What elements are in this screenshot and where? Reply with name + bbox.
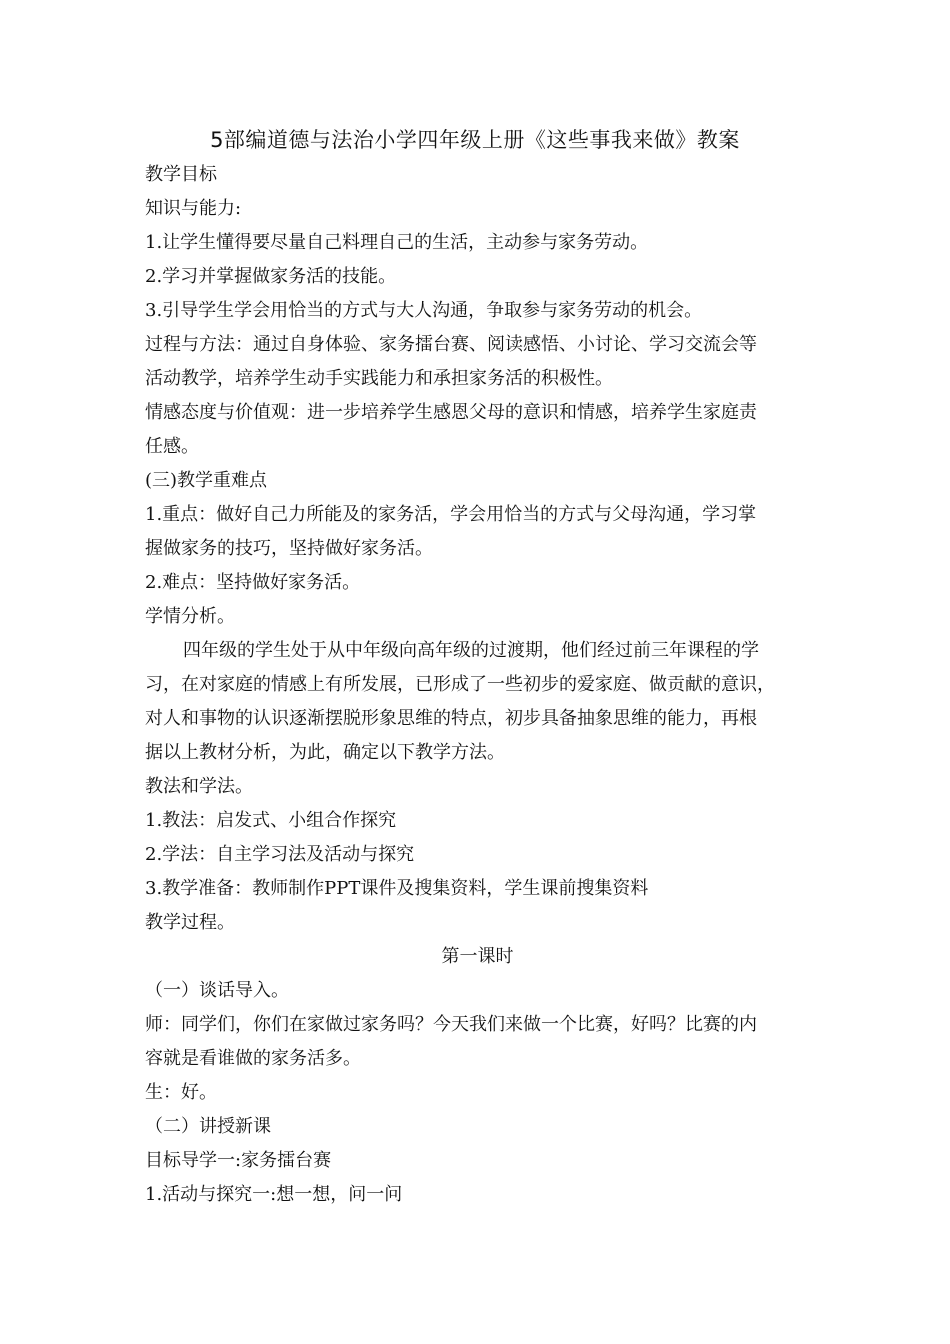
text-line: 容就是看谁做的家务活多。 (145, 1048, 361, 1069)
text-line: 对人和事物的认识逐渐摆脱形象思维的特点，初步具备抽象思维的能力，再根 (145, 708, 757, 729)
text-line: 四年级的学生处于从中年级向高年级的过渡期，他们经过前三年课程的学 (183, 640, 759, 661)
text-line: 3.教学准备：教师制作PPT课件及搜集资料，学生课前搜集资料 (145, 878, 649, 899)
text-line: 习，在对家庭的情感上有所发展，已形成了一些初步的爱家庭、做贡献的意识， (145, 674, 775, 695)
text-line: 1.教法：启发式、小组合作探究 (145, 810, 397, 831)
text-line: 生：好。 (145, 1082, 217, 1103)
text-line: 握做家务的技巧，坚持做好家务活。 (145, 538, 433, 559)
text-line: 据以上教材分析，为此，确定以下教学方法。 (145, 742, 505, 763)
document-title: 5部编道德与法治小学四年级上册《这些事我来做》教案 (210, 128, 740, 152)
text-line: 目标导学一:家务擂台赛 (145, 1150, 332, 1171)
text-line: 2.学习并掌握做家务活的技能。 (145, 266, 397, 287)
text-line: 学情分析。 (145, 606, 235, 627)
text-line: 3.引导学生学会用恰当的方式与大人沟通，争取参与家务劳动的机会。 (145, 300, 703, 321)
text-line: 1.让学生懂得要尽量自己料理自己的生活，主动参与家务劳动。 (145, 232, 649, 253)
text-line: （二）讲授新课 (145, 1116, 271, 1137)
section-heading: 第一课时 (441, 946, 514, 967)
text-line: 2.难点：坚持做好家务活。 (145, 572, 361, 593)
text-line: 师：同学们，你们在家做过家务吗？今天我们来做一个比赛，好吗？比赛的内 (145, 1014, 757, 1035)
text-line: 任感。 (145, 436, 199, 457)
text-line: 1.重点：做好自己力所能及的家务活，学会用恰当的方式与父母沟通，学习掌 (145, 504, 757, 525)
text-line: 过程与方法：通过自身体验、家务擂台赛、阅读感悟、小讨论、学习交流会等 (145, 334, 757, 355)
text-line: 1.活动与探究一:想一想，问一问 (145, 1184, 403, 1205)
text-line: 教学目标 (145, 164, 217, 185)
text-line: (三)教学重难点 (145, 470, 268, 491)
text-line: 活动教学，培养学生动手实践能力和承担家务活的积极性。 (145, 368, 613, 389)
text-line: 知识与能力: (145, 198, 242, 219)
text-line: 情感态度与价值观：进一步培养学生感恩父母的意识和情感，培养学生家庭责 (145, 402, 757, 423)
text-line: 教法和学法。 (145, 776, 253, 797)
text-line: 教学过程。 (145, 912, 235, 933)
text-line: 2.学法：自主学习法及活动与探究 (145, 844, 415, 865)
text-line: （一）谈话导入。 (145, 980, 289, 1001)
document-body (145, 158, 810, 1212)
